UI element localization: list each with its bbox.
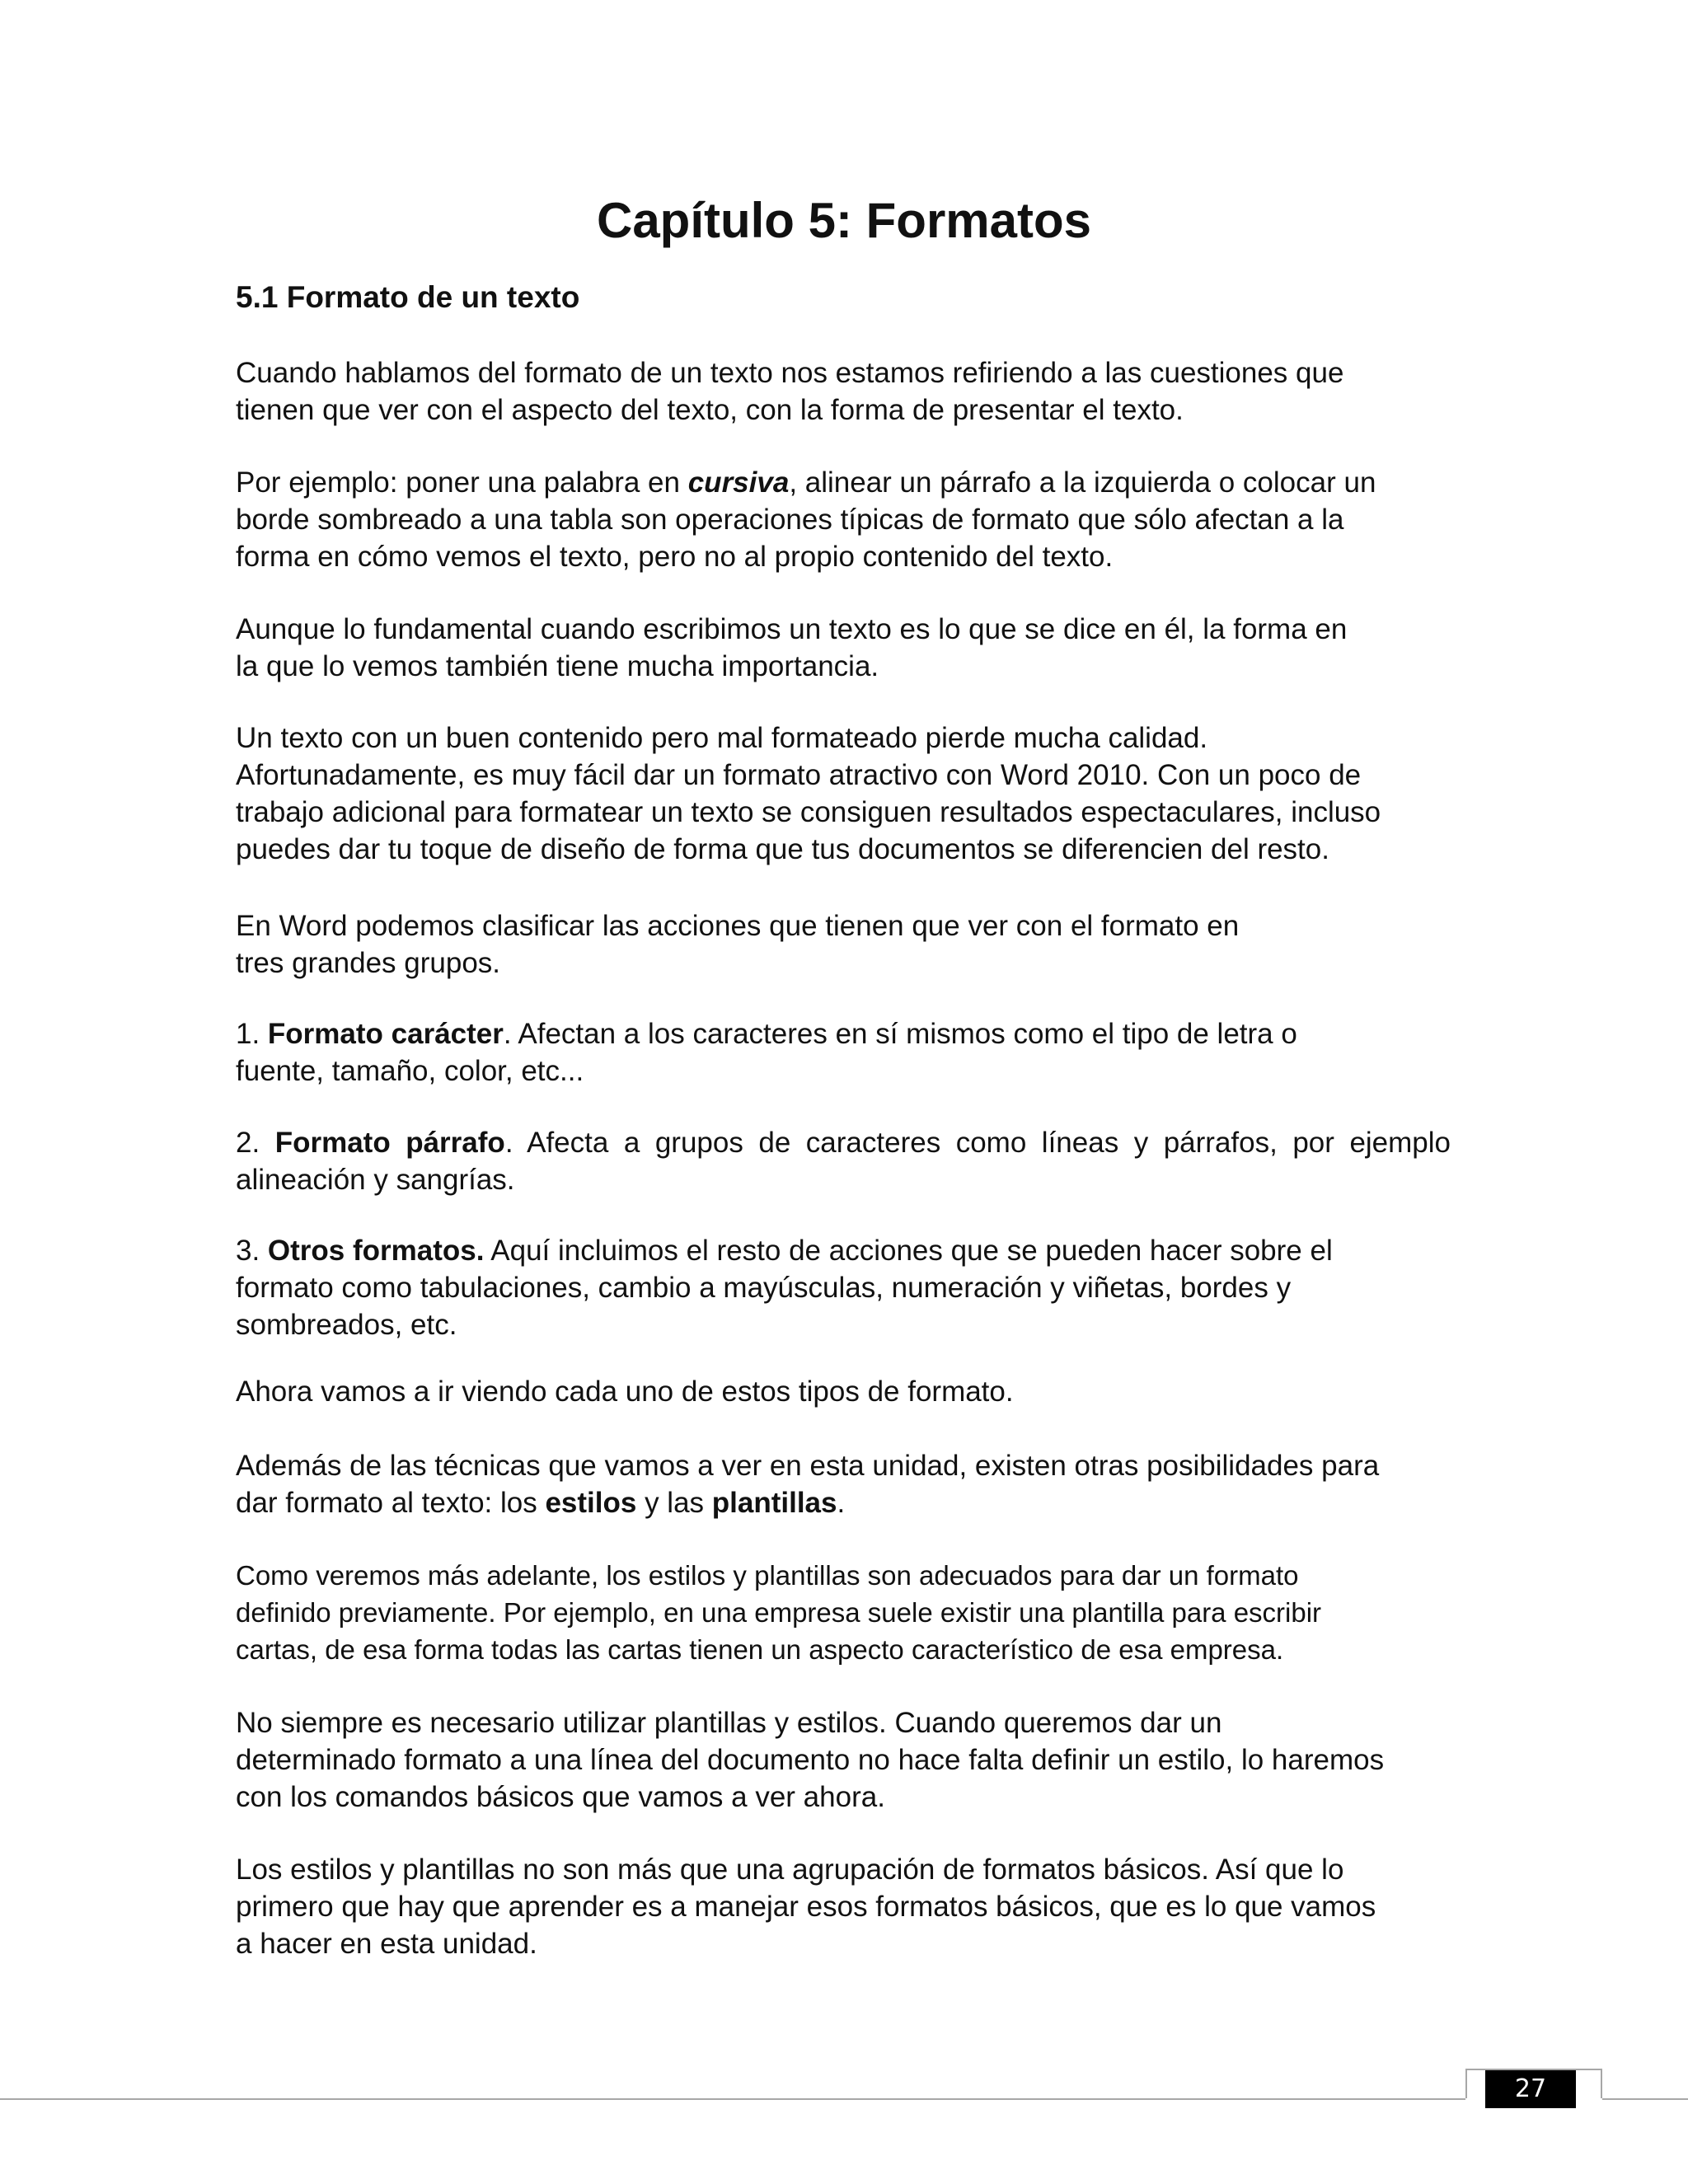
- paragraph: En Word podemos clasificar las acciones que tienen que ver con el formato en tres grandes grupos.: [236, 910, 1240, 979]
- paragraph: Como veremos más adelante, los estilos y plantillas son adecuados para dar un formato definido previamente. Por ejemplo, en una empresa suele existir una plantilla para escribir cartas, de esa forma todas las cartas tienen un aspecto característico de esa empresa.: [236, 1560, 1322, 1665]
- list-item: [236, 1232, 1451, 1343]
- paragraph-text: , alinear un párrafo a la izquierda o colocar un borde sombreado a una tabla son operaciones típicas de formato que sólo afectan a la forma en cómo vemos el texto, pero no al propio contenido del texto.: [236, 466, 1376, 573]
- paragraph: [236, 1447, 1451, 1521]
- paragraph-text: Además de las técnicas que vamos a ver en esta unidad, existen otras posibilidades para dar formato al texto: los: [236, 1450, 1380, 1519]
- list-text: Aquí incluimos el resto de acciones que se pueden hacer sobre el formato como tabulaciones, cambio a mayúsculas, numeración y viñetas, bordes y sombreados, etc.: [236, 1235, 1333, 1341]
- page-number: 27: [1485, 2070, 1576, 2108]
- list-number: 2.: [236, 1127, 275, 1159]
- paragraph: Cuando hablamos del formato de un texto nos estamos refiriendo a las cuestiones que tienen que ver con el aspecto del texto, con la forma de presentar el texto.: [236, 357, 1344, 426]
- paragraph-text: Por ejemplo: poner una palabra en: [236, 466, 688, 499]
- paragraph: [236, 464, 1451, 575]
- section-title: 5.1 Formato de un texto: [236, 280, 580, 314]
- paragraph-text: y las: [636, 1487, 712, 1519]
- bold-term: plantillas: [711, 1487, 837, 1519]
- chapter-title: Capítulo 5: Formatos: [596, 193, 1092, 248]
- paragraph: Aunque lo fundamental cuando escribimos un texto es lo que se dice en él, la forma en la que lo vemos también tiene mucha importancia.: [236, 613, 1348, 682]
- list-term: Otros formatos.: [267, 1235, 485, 1267]
- paragraph: Ahora vamos a ir viendo cada uno de estos tipos de formato.: [236, 1376, 1014, 1408]
- paragraph: No siempre es necesario utilizar plantillas y estilos. Cuando queremos dar un determinado formato a una línea del documento no hace falta definir un estilo, lo haremos con los comandos básicos que vamos a ver ahora.: [236, 1707, 1385, 1813]
- list-term: Formato carácter: [267, 1018, 504, 1050]
- list-text: . Afecta a grupos de caracteres como líneas y párrafos, por ejemplo alineación y sangrías.: [236, 1127, 1451, 1196]
- list-number: 1.: [236, 1018, 268, 1050]
- list-text: . Afectan a los caracteres en sí mismos como el tipo de letra o fuente, tamaño, color, etc...: [236, 1018, 1297, 1087]
- footer-rule: [1602, 2098, 1688, 2100]
- paragraph-text: .: [837, 1487, 846, 1519]
- paragraph: Un texto con un buen contenido pero mal formateado pierde mucha calidad. Afortunadamente, es muy fácil dar un formato atractivo con Word 2010. Con un poco de trabajo adicional para formatear un texto se consiguen resultados espectaculares, incluso puedes dar tu toque de diseño de forma que tus documentos se diferencien del resto.: [236, 722, 1381, 865]
- list-item: [236, 1124, 1451, 1198]
- list-term: Formato párrafo: [274, 1127, 505, 1159]
- list-number: 3.: [236, 1235, 268, 1267]
- italic-term: cursiva: [687, 466, 790, 499]
- footer-rule: [0, 2098, 1465, 2100]
- bold-term: estilos: [545, 1487, 637, 1519]
- paragraph: Los estilos y plantillas no son más que una agrupación de formatos básicos. Así que lo primero que hay que aprender es a manejar esos formatos básicos, que es lo que vamos a hacer en esta unidad.: [236, 1854, 1376, 1960]
- list-item: [236, 1015, 1451, 1090]
